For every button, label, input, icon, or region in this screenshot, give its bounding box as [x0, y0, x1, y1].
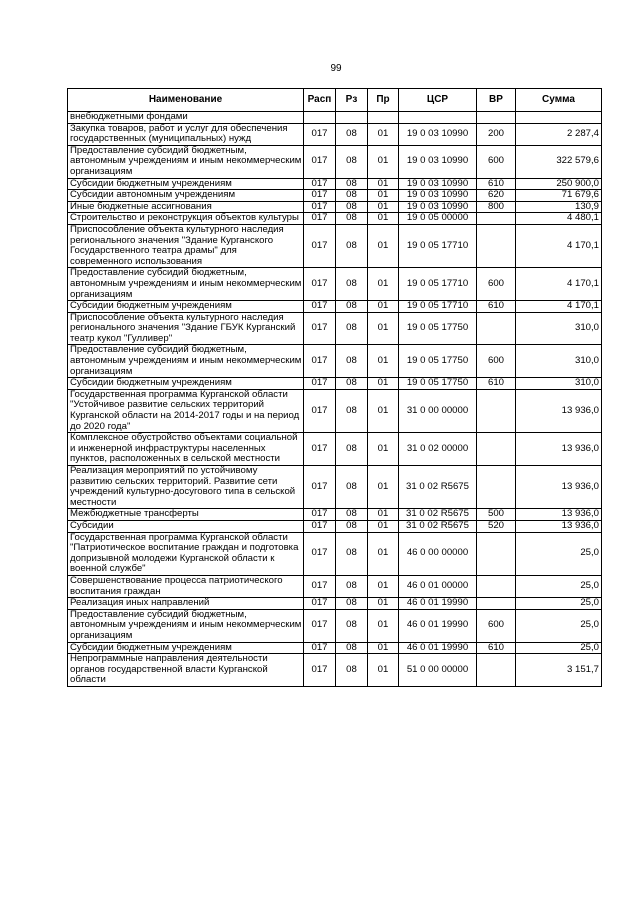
cell-rz: 08 [336, 178, 368, 190]
cell-pr: 01 [368, 190, 399, 202]
table-row [68, 190, 602, 202]
cell-vr: 600 [477, 345, 516, 378]
cell-vr: 600 [477, 609, 516, 642]
cell-csr: 19 0 03 10990 [399, 178, 477, 190]
cell-sum: 310,0 [516, 378, 602, 390]
cell-rasp: 017 [304, 509, 336, 521]
cell-sum: 310,0 [516, 312, 602, 345]
cell-rz: 08 [336, 575, 368, 597]
table-row [68, 378, 602, 390]
cell-csr: 46 0 00 00000 [399, 532, 477, 575]
cell-name: Субсидии бюджетным учреждениям [68, 378, 304, 390]
cell-sum: 3 151,7 [516, 654, 602, 687]
cell-pr: 01 [368, 466, 399, 509]
cell-name: Государственная программа Курганской области "Устойчивое развитие сельских территорий Курганской области на 2014-2017 годы и на период до 2020 года" [68, 389, 304, 432]
table-row [68, 609, 602, 642]
cell-csr: 31 0 00 00000 [399, 389, 477, 432]
cell-sum: 4 170,1 [516, 301, 602, 313]
cell-rz: 08 [336, 509, 368, 521]
cell-rz: 08 [336, 378, 368, 390]
cell-csr: 31 0 02 R5675 [399, 466, 477, 509]
cell-pr: 01 [368, 201, 399, 213]
cell-rasp: 017 [304, 178, 336, 190]
cell-pr: 01 [368, 509, 399, 521]
cell-vr [477, 532, 516, 575]
cell-pr: 01 [368, 389, 399, 432]
table-row [68, 301, 602, 313]
cell-rasp: 017 [304, 145, 336, 178]
cell-vr [477, 112, 516, 124]
cell-vr: 500 [477, 509, 516, 521]
header-rz: Рз [336, 89, 368, 112]
table-row [68, 268, 602, 301]
cell-rasp: 017 [304, 466, 336, 509]
cell-pr: 01 [368, 433, 399, 466]
cell-rz: 08 [336, 145, 368, 178]
cell-rz: 08 [336, 213, 368, 225]
cell-name: Реализация иных направлений [68, 598, 304, 610]
cell-rasp [304, 112, 336, 124]
cell-rasp: 017 [304, 201, 336, 213]
cell-name: Приспособление объекта культурного наследия регионального значения "Здание Курганского Государственного театра драмы" для современного использования [68, 224, 304, 267]
cell-pr: 01 [368, 224, 399, 267]
cell-csr: 19 0 05 17710 [399, 224, 477, 267]
cell-pr: 01 [368, 268, 399, 301]
header-csr: ЦСР [399, 89, 477, 112]
cell-rz: 08 [336, 312, 368, 345]
table-row [68, 532, 602, 575]
table-row [68, 345, 602, 378]
cell-rasp: 017 [304, 213, 336, 225]
cell-csr: 19 0 05 17750 [399, 312, 477, 345]
cell-name: Реализация мероприятий по устойчивому развитию сельских территорий. Развитие сети учреждений культурно-досугового типа в сельской местности [68, 466, 304, 509]
cell-sum: 13 936,0 [516, 520, 602, 532]
table-row [68, 123, 602, 145]
cell-pr [368, 112, 399, 124]
header-vr: ВР [477, 89, 516, 112]
cell-vr [477, 389, 516, 432]
cell-name: Субсидии [68, 520, 304, 532]
header-rasp: Расп [304, 89, 336, 112]
page-number: 99 [330, 63, 342, 74]
cell-rz: 08 [336, 532, 368, 575]
cell-rz: 08 [336, 190, 368, 202]
cell-csr: 19 0 03 10990 [399, 201, 477, 213]
table-row [68, 312, 602, 345]
cell-rz: 08 [336, 598, 368, 610]
cell-sum: 71 679,6 [516, 190, 602, 202]
cell-csr: 19 0 05 17710 [399, 301, 477, 313]
cell-name: Предоставление субсидий бюджетным, автономным учреждениям и иным некоммерческим организациям [68, 345, 304, 378]
cell-sum: 13 936,0 [516, 509, 602, 521]
cell-rz: 08 [336, 466, 368, 509]
cell-pr: 01 [368, 532, 399, 575]
cell-sum [516, 112, 602, 124]
cell-sum: 4 170,1 [516, 224, 602, 267]
cell-pr: 01 [368, 642, 399, 654]
cell-name: Иные бюджетные ассигнования [68, 201, 304, 213]
cell-rz: 08 [336, 654, 368, 687]
cell-rasp: 017 [304, 642, 336, 654]
cell-rasp: 017 [304, 609, 336, 642]
cell-csr: 46 0 01 19990 [399, 642, 477, 654]
cell-sum: 25,0 [516, 575, 602, 597]
cell-sum: 250 900,0 [516, 178, 602, 190]
table-row [68, 509, 602, 521]
cell-rz: 08 [336, 268, 368, 301]
cell-pr: 01 [368, 301, 399, 313]
cell-vr: 520 [477, 520, 516, 532]
cell-rz: 08 [336, 123, 368, 145]
table-row [68, 598, 602, 610]
cell-rz: 08 [336, 609, 368, 642]
table-body [68, 112, 602, 687]
cell-vr [477, 312, 516, 345]
cell-name: Межбюджетные трансферты [68, 509, 304, 521]
cell-rasp: 017 [304, 389, 336, 432]
cell-pr: 01 [368, 178, 399, 190]
cell-pr: 01 [368, 598, 399, 610]
cell-sum: 25,0 [516, 609, 602, 642]
cell-rasp: 017 [304, 378, 336, 390]
cell-sum: 310,0 [516, 345, 602, 378]
cell-vr: 620 [477, 190, 516, 202]
cell-rz: 08 [336, 433, 368, 466]
header-sum: Сумма [516, 89, 602, 112]
cell-csr: 19 0 05 17750 [399, 378, 477, 390]
header-pr: Пр [368, 89, 399, 112]
cell-vr [477, 466, 516, 509]
cell-rz: 08 [336, 224, 368, 267]
cell-csr: 31 0 02 R5675 [399, 520, 477, 532]
cell-rz [336, 112, 368, 124]
cell-vr [477, 213, 516, 225]
cell-csr: 19 0 03 10990 [399, 145, 477, 178]
cell-name: Субсидии бюджетным учреждениям [68, 301, 304, 313]
cell-name: Комплексное обустройство объектами социальной и инженерной инфраструктуры населенных пунктов, расположенных в сельской местности [68, 433, 304, 466]
cell-sum: 4 170,1 [516, 268, 602, 301]
cell-name: внебюджетными фондами [68, 112, 304, 124]
header-name: Наименование [68, 89, 304, 112]
cell-sum: 25,0 [516, 598, 602, 610]
table-row [68, 201, 602, 213]
table-row [68, 112, 602, 124]
cell-name: Непрограммные направления деятельности органов государственной власти Курганской области [68, 654, 304, 687]
table-row [68, 466, 602, 509]
cell-pr: 01 [368, 312, 399, 345]
cell-pr: 01 [368, 609, 399, 642]
cell-rasp: 017 [304, 575, 336, 597]
table-row [68, 654, 602, 687]
cell-name: Предоставление субсидий бюджетным, автономным учреждениям и иным некоммерческим организациям [68, 268, 304, 301]
cell-sum: 4 480,1 [516, 213, 602, 225]
table-row [68, 389, 602, 432]
cell-name: Совершенствование процесса патриотического воспитания граждан [68, 575, 304, 597]
cell-vr [477, 654, 516, 687]
cell-sum: 322 579,6 [516, 145, 602, 178]
cell-vr: 800 [477, 201, 516, 213]
cell-rasp: 017 [304, 312, 336, 345]
table-row [68, 642, 602, 654]
cell-vr [477, 433, 516, 466]
cell-name: Предоставление субсидий бюджетным, автономным учреждениям и иным некоммерческим организациям [68, 145, 304, 178]
cell-csr: 19 0 05 17710 [399, 268, 477, 301]
cell-csr: 19 0 03 10990 [399, 123, 477, 145]
cell-csr: 19 0 05 00000 [399, 213, 477, 225]
cell-rz: 08 [336, 201, 368, 213]
cell-rz: 08 [336, 345, 368, 378]
cell-csr: 46 0 01 19990 [399, 609, 477, 642]
cell-vr [477, 575, 516, 597]
cell-vr: 600 [477, 145, 516, 178]
cell-vr: 610 [477, 378, 516, 390]
cell-rasp: 017 [304, 345, 336, 378]
cell-rasp: 017 [304, 123, 336, 145]
cell-pr: 01 [368, 654, 399, 687]
table-row [68, 145, 602, 178]
cell-rasp: 017 [304, 532, 336, 575]
cell-rasp: 017 [304, 598, 336, 610]
table-row [68, 178, 602, 190]
cell-vr: 200 [477, 123, 516, 145]
cell-sum: 13 936,0 [516, 389, 602, 432]
budget-table [67, 88, 602, 687]
cell-csr: 31 0 02 00000 [399, 433, 477, 466]
cell-csr: 46 0 01 00000 [399, 575, 477, 597]
cell-vr: 610 [477, 301, 516, 313]
cell-vr [477, 224, 516, 267]
cell-name: Государственная программа Курганской области "Патриотическое воспитание граждан и подготовка допризывной молодежи Курганской области к военной службе" [68, 532, 304, 575]
cell-vr: 610 [477, 642, 516, 654]
cell-name: Закупка товаров, работ и услуг для обеспечения государственных (муниципальных) нужд [68, 123, 304, 145]
cell-sum: 2 287,4 [516, 123, 602, 145]
cell-sum: 13 936,0 [516, 466, 602, 509]
cell-name: Субсидии бюджетным учреждениям [68, 178, 304, 190]
cell-vr [477, 598, 516, 610]
cell-sum: 25,0 [516, 532, 602, 575]
cell-name: Субсидии автономным учреждениям [68, 190, 304, 202]
table-header-row [68, 89, 602, 112]
table-row [68, 575, 602, 597]
cell-pr: 01 [368, 145, 399, 178]
cell-pr: 01 [368, 345, 399, 378]
cell-name: Предоставление субсидий бюджетным, автономным учреждениям и иным некоммерческим организациям [68, 609, 304, 642]
cell-pr: 01 [368, 575, 399, 597]
table-row [68, 520, 602, 532]
cell-rasp: 017 [304, 224, 336, 267]
cell-name: Строительство и реконструкция объектов культуры [68, 213, 304, 225]
cell-rasp: 017 [304, 433, 336, 466]
table-row [68, 224, 602, 267]
table-row [68, 213, 602, 225]
table-row [68, 433, 602, 466]
cell-rz: 08 [336, 301, 368, 313]
cell-name: Приспособление объекта культурного наследия регионального значения "Здание ГБУК Курганский театр кукол "Гулливер" [68, 312, 304, 345]
cell-csr: 31 0 02 R5675 [399, 509, 477, 521]
cell-vr: 600 [477, 268, 516, 301]
cell-csr [399, 112, 477, 124]
cell-csr: 51 0 00 00000 [399, 654, 477, 687]
cell-rasp: 017 [304, 301, 336, 313]
cell-sum: 13 936,0 [516, 433, 602, 466]
cell-rz: 08 [336, 389, 368, 432]
cell-rasp: 017 [304, 268, 336, 301]
cell-rz: 08 [336, 642, 368, 654]
cell-csr: 46 0 01 19990 [399, 598, 477, 610]
cell-sum: 130,9 [516, 201, 602, 213]
cell-rasp: 017 [304, 654, 336, 687]
cell-csr: 19 0 05 17750 [399, 345, 477, 378]
cell-rasp: 017 [304, 520, 336, 532]
cell-csr: 19 0 03 10990 [399, 190, 477, 202]
cell-sum: 25,0 [516, 642, 602, 654]
cell-pr: 01 [368, 378, 399, 390]
cell-rasp: 017 [304, 190, 336, 202]
cell-pr: 01 [368, 123, 399, 145]
cell-rz: 08 [336, 520, 368, 532]
cell-pr: 01 [368, 213, 399, 225]
cell-pr: 01 [368, 520, 399, 532]
cell-name: Субсидии бюджетным учреждениям [68, 642, 304, 654]
cell-vr: 610 [477, 178, 516, 190]
